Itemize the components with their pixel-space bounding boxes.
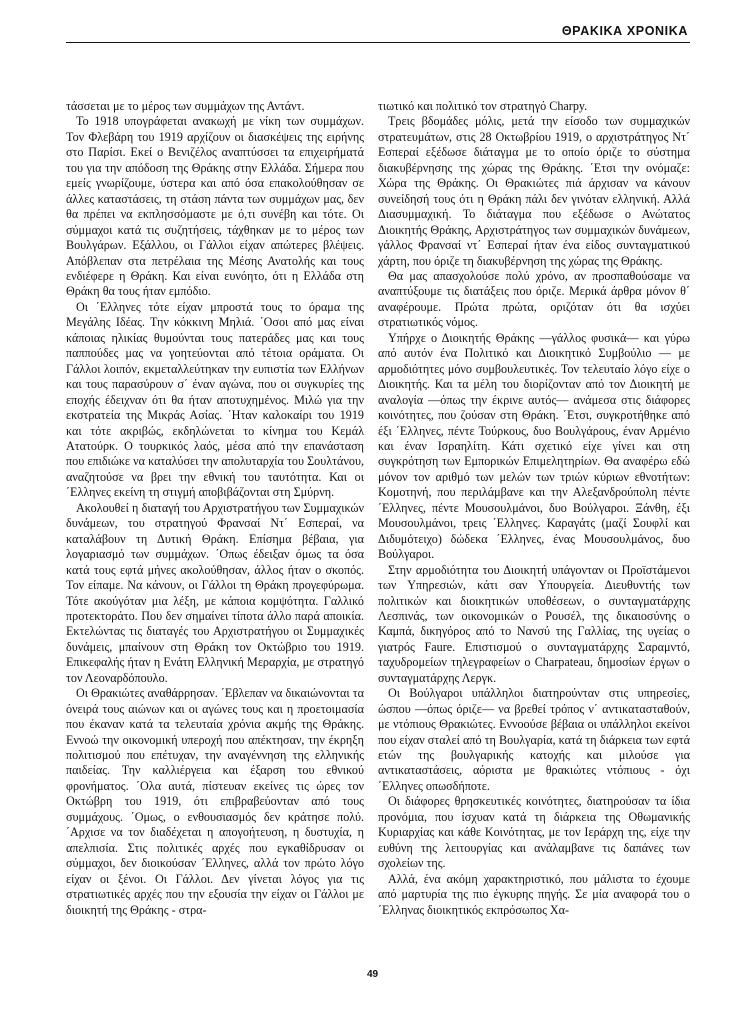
paragraph: Αλλά, ένα ακόμη χαρακτηριστικό, που μάλιστα το έχουμε από μαρτυρία της πιο έγκυρης πηγής. Σε μία αναφορά του ο ΄Ελληνας διοικητικός εκπρόσωπος Χα-: [378, 871, 690, 917]
right-column: [378, 99, 690, 918]
paragraph: Οι Θρακιώτες αναθάρρησαν. ΄Εβλεπαν να δικαιώνονται τα όνειρά τους αιώνων και οι αγώνες τους και η προετοιμασία που έκαναν κατά τα τελευταία χρόνια ακμής της Θράκης. Εννοώ την οικονομική υπεροχή που απέκτησαν, την έκρηξη πολιτισμού που επέτυχαν, την αναγέννηση της ελληνικής παιδείας. Την καλλιέργεια και έξαρση του εθνικού φρονήματος. ΄Ολα αυτά, πίστευαν εκείνες τις ώρες τον Οκτώβρη του 1919, ότι επιβραβεύονταν από τους συμμάχους. ΄Ομως, ο ενθουσιασμός δεν κράτησε πολύ. ΄Αρχισε να τον διαδέχεται η απογοήτευση, η δυστυχία, η απελπισία. Στις πολιτικές αρχές που εγκαθίδρυσαν οι σύμμαχοι, δεν διοικούσαν ΄Ελληνες, αλλά τον πρώτο λόγο είχαν οι ξένοι. Οι Γάλλοι. Δεν γίνεται λόγος για τις στρατιωτικές αρχές που την εξουσία την είχαν οι Γάλλοι με διοικητή της Θράκης - στρα-: [66, 686, 364, 917]
paragraph: Οι διάφορες θρησκευτικές κοινότητες, διατηρούσαν τα ίδια προνόμια, που ίσχυαν κατά τη διάρκεια της Οθωμανικής Κυριαρχίας και κάθε Κοινότητας, με τον Ιεράρχη της, είχε την ευθύνη της λειτουργίας και ανάλαμβανε τις δαπάνες των σχολείων της.: [378, 794, 690, 871]
paragraph: Οι ΄Ελληνες τότε είχαν μπροστά τους το όραμα της Μεγάλης Ιδέας. Την κόκκινη Μηλιά. ΄Οσοι από μας είναι κάποιας ηλικίας θυμούνται τους πατεράδες μας και τους παππούδες μας να γοητεύονται από τέτοια οράματα. Οι Γάλλοι λοιπόν, εκμεταλλεύτηκαν την ευπιστία των Ελλήνων και τους παρασύρουν σ΄ έναν αγώνα, που οι συγκυρίες της εποχής έδειχναν ότι θα ήταν αποτυχημένος. Μιλώ για την εκστρατεία της Μικράς Ασίας. ΄Ηταν καλοκαίρι του 1919 και τότε ακριβώς, εκδηλώνεται το κίνημα του Κεμάλ Ατατούρκ. Ο τουρκικός λαός, μέσα από την επανάσταση που επιδιώκε να καταλύσει την απολυταρχία του Σουλτάνου, αναζητούσε να βρει την εθνική του ταυτότητα. Και οι ΄Ελληνες εκείνη τη στιγμή αποβιβάζονται στη Σμύρνη.: [66, 299, 364, 500]
header-rule: [66, 42, 690, 43]
page-header: [66, 24, 690, 43]
paragraph: τιωτικό και πολιτικό τον στρατηγό Charpy.: [378, 99, 588, 113]
running-head-title: ΘΡΑΚΙΚΑ ΧΡΟΝΙΚΑ: [561, 24, 688, 38]
paragraph: Υπήρχε ο Διοικητής Θράκης —γάλλος φυσικά— και γύρω από αυτόν ένα Πολιτικό και Διοικητικό Συμβούλιο — με αρμοδιότητες μόνο συμβουλευτικές. Τον τελευταίο λόγο είχε ο Διοικητής. Και τα μέλη του διορίζονταν από τον Διοικητή με αναλογία —όπως την έκρινε αυτός— ανάμεσα στις διάφορες κοινότητες, που ζούσαν στη Θράκη. ΄Ετσι, συγκροτήθηκε από έξι ΄Ελληνες, πέντε Τούρκους, δυο Βουλγάρους, έναν Αρμένιο και έναν Ισραηλίτη. Κάτι σχετικό είχε γίνει και στη συγκρότηση των Εμπορικών Επιμελητηρίων. Θα αναφέρω εδώ μόνον τον αριθμό των μελών των τριών κύριων εθνοτήτων: Κομοτηνή, που περιλάμβανε και την Αλεξανδρούπολη πέντε ΄Ελληνες, πέντε Μουσουλμάνοι, δυο Βούλγαροι. Ξάνθη, έξι Μουσουλμάνοι, τρεις ΄Ελληνες. Καραγάτς (μαζί Σουφλί και Διδυμότειχο) δώδεκα ΄Ελληνες, ένας Μουσουλμάνος, δυο Βούλγαροι.: [378, 330, 690, 562]
paragraph: Θα μας απασχολούσε πολύ χρόνο, αν προσπαθούσαμε να αναπτύξουμε τις διατάξεις που όριζε. Μερικά άρθρα μόνον θ΄ αναφέρουμε. Πρώτα πρώτα, οριζόταν ότι θα ισχύει στρατιωτικός νόμος.: [378, 268, 690, 330]
left-column: [66, 99, 364, 918]
paragraph: Τρεις βδομάδες μόλις, μετά την είσοδο των συμμαχικών στρατευμάτων, στις 28 Οκτωβρίου 1919, ο αρχιστράτηγος Ντ΄ Εσπεραί εξέδωσε διάταγμα με το οποίο όριζε το σύστημα διακυβέρνησης της χώρας της Θράκης. ΄Ετσι την ονόμαζε: Χώρα της Θράκης. Οι Θρακιώτες πιά άρχισαν να κάνουν συνείδησή τους ότι η Θράκη πάλι δεν γινόταν ελληνική. Αλλά Διασυμμαχική. Το διάταγμα που εξέδωσε ο Ανώτατος Διοικητής Θράκης, Αρχιστράτηγος των συμμαχικών δυνάμεων, γάλλος Φρανσαί ντ΄ Εσπεραί ήταν ένα είδος συνταγματικού χάρτη, που όριζε τη διακυβέρνηση της χώρας της Θράκης.: [378, 114, 690, 268]
paragraph: Οι Βούλγαροι υπάλληλοι διατηρούνταν στις υπηρεσίες, ώσπου —όπως όριζε— να βρεθεί τρόπος ν΄ αντικατασταθούν, με ντόπιους Θρακιώτες. Εννοούσε βέβαια οι υπάλληλοι εκείνοι που είχαν σταλεί από τη Βουλγαρία, κατά τη διάρκεια των εφτά ετών της βουλγαρικής κατοχής και μιλούσε για αντικαταστάσεις, αόριστα με θρακιώτες ντόπιους - όχι ΄Ελληνες οπωσδήποτε.: [378, 686, 690, 793]
paragraph: Ακολουθεί η διαταγή του Αρχιστρατήγου των Συμμαχικών δυνάμεων, του στρατηγού Φρανσαί Ντ΄ Εσπεραί, να καταλάβουν τη Δυτική Θράκη. Επίσημα βέβαια, για λογαριασμό των συμμάχων. ΄Οπως έδειξαν όμως τα όσα κατά τους εφτά μήνες ακολούθησαν, άλλος ήταν ο σκοπός. Τον είπαμε. Να κάνουν, οι Γάλλοι τη Θράκη προγεφύρωμα. Τότε ακούγόταν μια λέξη, με κάποια κομψότητα. Γαλλικό προτεκτοράτο. Που δεν σημαίνει τίποτα άλλο παρά αποικία. Εκτελώντας τις διαταγές του Αρχιστρατήγου οι Συμμαχικές δυνάμεις, μπαίνουν στη Θράκη τον Οκτώβριο του 1919. Επικεφαλής ήταν η Ενάτη Ελληνική Μεραρχία, με στρατηγό τον Λεοναρδόπουλο.: [66, 500, 364, 685]
page-number: 49: [366, 969, 379, 980]
paragraph: Το 1918 υπογράφεται ανακωχή με νίκη των συμμάχων. Τον Φλεβάρη του 1919 αρχίζουν οι διασκέψεις της ειρήνης στο Παρίσι. Εκεί ο Βενιζέλος αναπτύσσει τα επιχειρήματά του για την απόδοση της Θράκης στην Ελλάδα. Σήμερα που εμείς γνωρίζουμε, ύστερα και από όσα επακολούθησαν σε άλλες καταστάσεις, τη στάση πάντα των συμμάχων μας, δεν θα πρέπει να εκπλησσόμαστε με ό,τι συνέβη και τότε. Οι σύμμαχοι κατά τις συζητήσεις, τάχθηκαν με το μέρος των Βουλγάρων. Εξάλλου, οι Γάλλοι είχαν απώτερες βλέψεις. Απόβλεπαν στα πετρέλαια της Μέσης Ανατολής και τους ενδιέφερε η Θράκη. Και είναι ευνόητο, ότι η Ελλάδα στη Θράκη θα τους ήταν εμπόδιο.: [66, 114, 364, 299]
paragraph: Στην αρμοδιότητα του Διοικητή υπάγονταν οι Προϊστάμενοι των Υπηρεσιών, κάτι σαν Υπουργεία. Διευθυντής των πολιτικών και διοικητικών υποθέσεων, ο συνταγματάρχης Λεσπινάς, των οικονομικών ο Ρουσέλ, της δικαιοσύνης ο Καμπά, δικηγόρος από το Νανσύ της Γαλλίας, της υγείας ο γιατρός Faure. Επιστισμού ο συνταγματάρχης Σαραμντό, ταχυδρομείων τηλεγραφείων ο Charpateau, δημοσίων έργων ο συνταγματάρχης Λεργκ.: [378, 562, 690, 685]
paragraph: τάσσεται με το μέρος των συμμάχων της Αντάντ.: [66, 99, 305, 113]
